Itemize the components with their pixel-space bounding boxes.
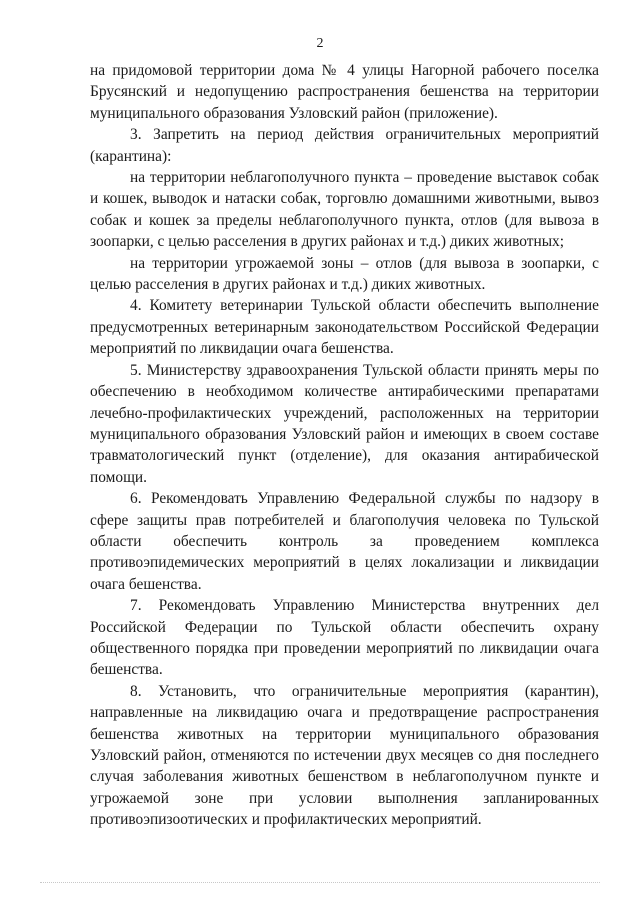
paragraph-item-5: 5. Министерству здравоохранения Тульской области принять меры по обеспечению в необходимом количестве антирабическими препаратами лечебно-профилактических учреждений, расположенных на территории муниципального образования Узловский район и имеющих в своем составе травматологический пункт (отделение), для оказания антирабической помощи. xyxy=(90,361,599,486)
document-body xyxy=(90,60,599,831)
paragraph-item-8: 8. Установить, что ограничительные мероприятия (карантин), направленные на ликвидацию очага и предотвращение распространения бешенства животных на территории муниципального образования Узловский район, отменяются по истечении двух месяцев со дня последнего случая заболевания животных бешенством в неблагополучном пункте и угрожаемой зоне при условии выполнения запланированных противоэпизоотических и профилактических мероприятий. xyxy=(90,682,599,829)
paragraph-item-3: 3. Запретить на период действия ограничительных мероприятий (карантина): xyxy=(90,126,599,165)
paragraph-continuation: на придомовой территории дома № 4 улицы Нагорной рабочего поселка Брусянский и недопущению распространения бешенства на территории муниципального образования Узловский район (приложение). xyxy=(90,62,599,122)
paragraph-item-4: 4. Комитету ветеринарии Тульской области обеспечить выполнение предусмотренных ветеринарным законодательством Российской Федерации мероприятий по ликвидации очага бешенства. xyxy=(90,297,599,358)
paragraph-item-3-sub-1: на территории неблагополучного пункта – проведение выставок собак и кошек, выводок и натаски собак, торговлю домашними животными, вывоз собак и кошек за пределы неблагополучного пункта, отлов (для вывоза в зоопарки, с целью расселения в других районах и т.д.) диких животных; xyxy=(90,169,599,251)
paragraph-item-3-sub-2: на территории угрожаемой зоны – отлов (для вывоза в зоопарки, с целью расселения в других районах и т.д.) диких животных. xyxy=(90,254,599,294)
scan-artifact xyxy=(40,882,600,884)
page-number: 2 xyxy=(316,36,324,51)
paragraph-item-6: 6. Рекомендовать Управлению Федеральной службы по надзору в сфере защиты прав потребителей и благополучия человека по Тульской области обеспечить контроль за проведением комплекса противоэпидемических мероприятий в целях локализации и ликвидации очага бешенства. xyxy=(90,490,599,593)
paragraph-item-7: 7. Рекомендовать Управлению Министерства внутренних дел Российской Федерации по Тульской области обеспечить охрану общественного порядка при проведении мероприятий по ликвидации очага бешенства. xyxy=(90,597,599,679)
